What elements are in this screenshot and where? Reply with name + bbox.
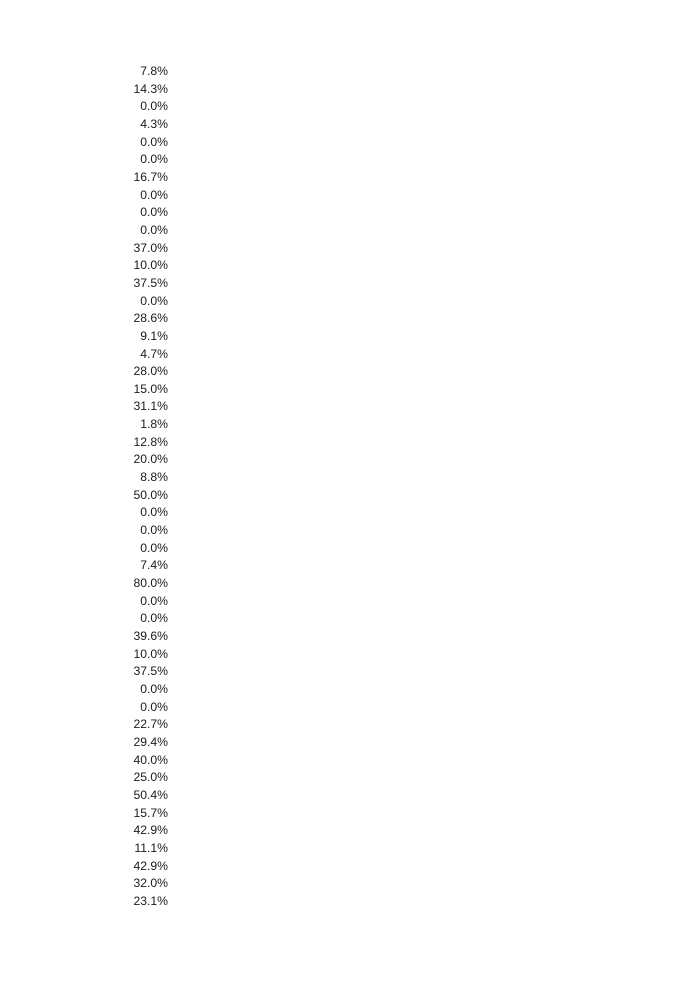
percentage-cell: 42.9% [133,858,168,873]
percentage-cell: 0.0% [140,505,168,520]
percentage-cell: 11.1% [134,840,168,855]
percentage-cell: 0.0% [140,187,168,202]
percentage-cell: 37.0% [133,240,168,255]
percentage-cell: 9.1% [140,328,168,343]
percentage-column [100,63,168,911]
percentage-cell: 12.8% [133,434,168,449]
percentage-cell: 50.0% [133,487,168,502]
percentage-cell: 0.0% [140,293,168,308]
percentage-cell: 15.7% [133,805,168,820]
percentage-cell: 40.0% [133,752,168,767]
percentage-cell: 15.0% [133,381,168,396]
percentage-cell: 1.8% [140,417,168,432]
percentage-cell: 16.7% [133,169,168,184]
percentage-cell: 28.6% [133,311,168,326]
percentage-cell: 0.0% [140,593,168,608]
percentage-cell: 0.0% [140,222,168,237]
percentage-cell: 20.0% [133,452,168,467]
percentage-cell: 0.0% [140,99,168,114]
percentage-cell: 42.9% [133,823,168,838]
percentage-cell: 0.0% [140,523,168,538]
percentage-cell: 0.0% [140,152,168,167]
percentage-cell: 4.7% [140,346,168,361]
percentage-cell: 4.3% [140,116,168,131]
percentage-cell: 14.3% [133,81,168,96]
percentage-cell: 80.0% [133,576,168,591]
percentage-cell: 28.0% [133,364,168,379]
percentage-cell: 37.5% [133,275,168,290]
percentage-cell: 8.8% [140,470,168,485]
percentage-cell: 22.7% [133,717,168,732]
percentage-cell: 31.1% [133,399,168,414]
percentage-cell: 0.0% [140,540,168,555]
percentage-cell: 39.6% [133,629,168,643]
percentage-cell: 29.4% [133,734,168,749]
percentage-cell: 25.0% [133,770,168,785]
percentage-cell: 0.0% [140,699,168,714]
percentage-cell: 37.5% [133,664,168,679]
percentage-cell: 7.8% [140,64,168,78]
percentage-cell: 32.0% [133,876,168,891]
percentage-cell: 23.1% [133,893,168,908]
percentage-cell: 10.0% [133,258,168,273]
percentage-cell: 7.4% [140,558,168,573]
percentage-cell: 0.0% [140,134,168,149]
percentage-cell: 0.0% [140,611,168,626]
percentage-cell: 50.4% [133,787,168,802]
percentage-cell: 10.0% [133,646,168,661]
percentage-cell: 0.0% [140,681,168,696]
percentage-cell: 0.0% [140,205,168,220]
